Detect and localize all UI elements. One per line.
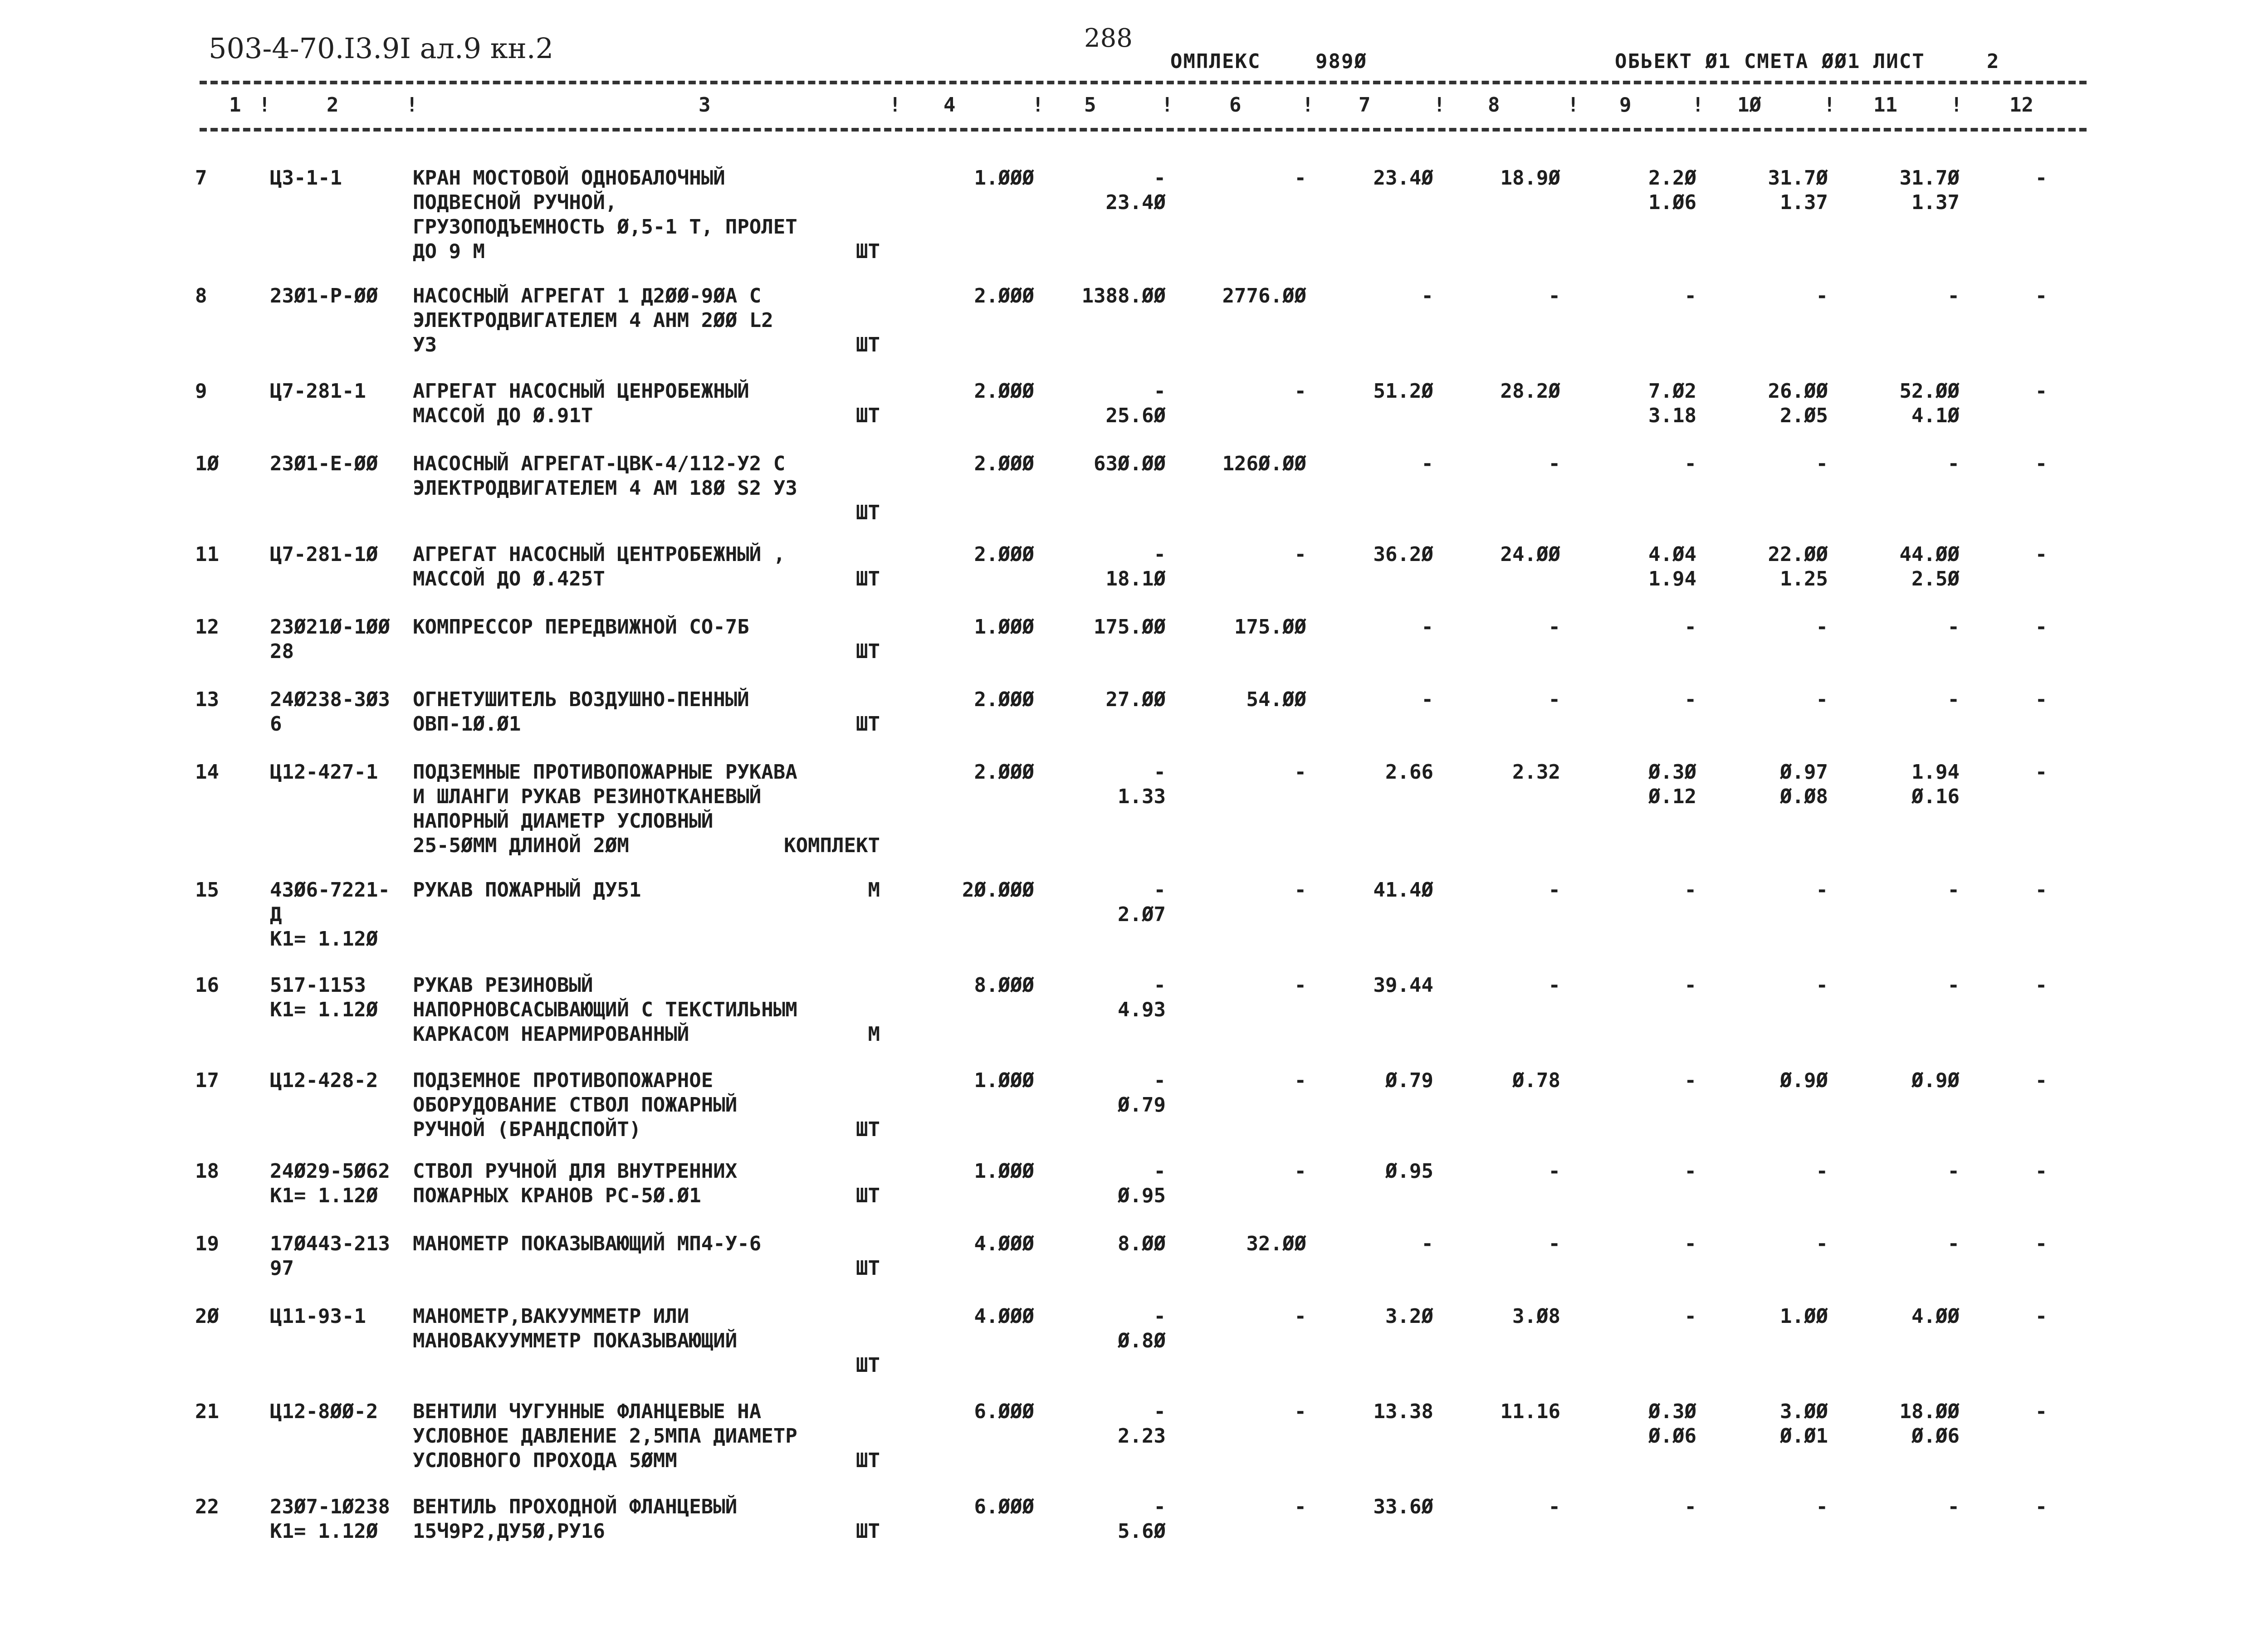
- value-col-9: Ø.Ø6: [1648, 1424, 1696, 1448]
- value-col-12: -: [2035, 761, 2048, 784]
- item-name: ПОДВЕСНОЙ РУЧНОЙ,: [413, 191, 617, 214]
- value-col-11: -: [1947, 284, 1960, 307]
- column-separator: !: [1433, 93, 1446, 117]
- row-number: 7: [195, 166, 207, 190]
- value-col-6: 54.ØØ: [1246, 688, 1306, 711]
- value-col-8: 3.Ø8: [1512, 1305, 1560, 1328]
- column-header-8: 8: [1488, 93, 1500, 117]
- item-name: МАНОМЕТР ПОКАЗЫВАЮЩИЙ МП4-У-6: [413, 1232, 762, 1255]
- value-col-9: -: [1684, 688, 1696, 711]
- value-col-4: 2.ØØØ: [974, 284, 1034, 307]
- value-col-7: 33.6Ø: [1373, 1495, 1433, 1518]
- value-col-4: 1.ØØØ: [974, 1160, 1034, 1183]
- value-col-7: 13.38: [1373, 1400, 1433, 1423]
- column-separator: !: [1302, 93, 1314, 117]
- value-col-12: -: [2035, 380, 2048, 403]
- value-col-10: 22.ØØ: [1768, 543, 1828, 566]
- value-col-10: 2.Ø5: [1780, 404, 1828, 427]
- value-col-4: 2.ØØØ: [974, 380, 1034, 403]
- value-col-10: -: [1816, 1160, 1828, 1183]
- price-code: Ц7-281-1Ø: [270, 543, 378, 566]
- item-name: ОВП-1Ø.Ø1: [413, 712, 521, 736]
- page-number: 288: [1084, 24, 1133, 53]
- row-number: 2Ø: [195, 1305, 219, 1328]
- value-col-4: 6.ØØØ: [974, 1400, 1034, 1423]
- row-number: 17: [195, 1069, 219, 1092]
- value-col-5: -: [1154, 166, 1166, 190]
- value-col-12: -: [2035, 543, 2048, 566]
- row-number: 9: [195, 380, 207, 403]
- item-name: УСЛОВНОЕ ДАВЛЕНИЕ 2,5МПА ДИАМЕТР: [413, 1424, 797, 1448]
- value-col-11: 4.ØØ: [1911, 1305, 1960, 1328]
- value-col-10: -: [1816, 688, 1828, 711]
- value-col-9: -: [1684, 974, 1696, 997]
- value-col-7: 51.2Ø: [1373, 380, 1433, 403]
- value-col-7: 3.2Ø: [1385, 1305, 1433, 1328]
- row-number: 13: [195, 688, 219, 711]
- document-code: 503-4-70.I3.9I ал.9 кн.2: [209, 32, 554, 65]
- row-number: 19: [195, 1232, 219, 1255]
- item-name: ПОДЗЕМНОЕ ПРОТИВОПОЖАРНОЕ: [413, 1069, 714, 1092]
- row-number: 8: [195, 284, 207, 307]
- price-code: К1= 1.12Ø: [270, 1184, 378, 1207]
- value-col-4: 2.ØØØ: [974, 761, 1034, 784]
- item-name: НАПОРНЫЙ ДИАМЕТР УСЛОВНЫЙ: [413, 810, 714, 833]
- unit-of-measure: М: [868, 878, 880, 902]
- value-col-6: -: [1294, 974, 1306, 997]
- value-col-12: -: [2035, 974, 2048, 997]
- value-col-4: 4.ØØØ: [974, 1232, 1034, 1255]
- value-col-9: 4.Ø4: [1648, 543, 1696, 566]
- value-col-9: -: [1684, 1069, 1696, 1092]
- value-col-6: -: [1294, 878, 1306, 902]
- value-col-7: -: [1421, 688, 1433, 711]
- value-col-11: 44.ØØ: [1899, 543, 1960, 566]
- value-col-8: 24.ØØ: [1500, 543, 1560, 566]
- value-col-5: -: [1154, 380, 1166, 403]
- value-col-6: -: [1294, 1305, 1306, 1328]
- value-col-4: 2Ø.ØØØ: [962, 878, 1034, 902]
- value-col-4: 1.ØØØ: [974, 615, 1034, 639]
- value-col-12: -: [2035, 1305, 2048, 1328]
- value-col-4: 6.ØØØ: [974, 1495, 1034, 1518]
- value-col-12: -: [2035, 878, 2048, 902]
- value-col-6: -: [1294, 1400, 1306, 1423]
- value-col-10: Ø.Ø8: [1780, 785, 1828, 808]
- column-separator: !: [406, 93, 418, 117]
- value-col-9: Ø.3Ø: [1648, 1400, 1696, 1423]
- item-name: АГРЕГАТ НАСОСНЫЙ ЦЕНТРОБЕЖНЫЙ ,: [413, 543, 786, 566]
- value-col-9: -: [1684, 284, 1696, 307]
- value-col-6: -: [1294, 1495, 1306, 1518]
- value-col-10: -: [1816, 1495, 1828, 1518]
- column-header-10: 1Ø: [1737, 93, 1761, 117]
- value-col-5: -: [1154, 761, 1166, 784]
- value-col-5: 63Ø.ØØ: [1094, 452, 1166, 475]
- unit-of-measure: ШТ: [856, 333, 880, 356]
- item-name: ВЕНТИЛИ ЧУГУННЫЕ ФЛАНЦЕВЫЕ НА: [413, 1400, 762, 1423]
- value-col-10: Ø.9Ø: [1780, 1069, 1828, 1092]
- value-col-11: 31.7Ø: [1899, 166, 1960, 190]
- value-col-9: Ø.3Ø: [1648, 761, 1696, 784]
- unit-of-measure: ШТ: [856, 501, 880, 524]
- item-name: НАСОСНЫЙ АГРЕГАТ-ЦВК-4/112-У2 С: [413, 452, 786, 475]
- value-col-4: 2.ØØØ: [974, 452, 1034, 475]
- unit-of-measure: ШТ: [856, 1520, 880, 1543]
- item-name: КРАН МОСТОВОЙ ОДНОБАЛОЧНЫЙ: [413, 166, 725, 190]
- value-col-4: 2.ØØØ: [974, 543, 1034, 566]
- value-col-6: -: [1294, 761, 1306, 784]
- item-name: КОМПРЕССОР ПЕРЕДВИЖНОЙ СО-7Б: [413, 615, 749, 639]
- value-col-11: 52.ØØ: [1899, 380, 1960, 403]
- item-name: МАССОЙ ДО Ø.91Т: [413, 404, 593, 427]
- value-col-11: -: [1947, 1160, 1960, 1183]
- value-col-9: -: [1684, 1232, 1696, 1255]
- complex-number: 989Ø: [1315, 50, 1367, 73]
- value-col-10: Ø.97: [1780, 761, 1828, 784]
- item-name: КАРКАСОМ НЕАРМИРОВАННЫЙ: [413, 1023, 689, 1046]
- value-col-5: 4.93: [1118, 998, 1166, 1021]
- item-name: ПОЖАРНЫХ КРАНОВ РС-5Ø.Ø1: [413, 1184, 701, 1207]
- price-code: Ц11-93-1: [270, 1305, 366, 1328]
- value-col-11: -: [1947, 615, 1960, 639]
- value-col-10: -: [1816, 284, 1828, 307]
- value-col-8: 11.16: [1500, 1400, 1560, 1423]
- value-col-11: 4.1Ø: [1911, 404, 1960, 427]
- value-col-9: 7.Ø2: [1648, 380, 1696, 403]
- column-header-4: 4: [943, 93, 956, 117]
- unit-of-measure: ШТ: [856, 1449, 880, 1472]
- value-col-6: 126Ø.ØØ: [1222, 452, 1306, 475]
- value-col-8: Ø.78: [1512, 1069, 1560, 1092]
- item-name: ОБОРУДОВАНИЕ СТВОЛ ПОЖАРНЫЙ: [413, 1093, 738, 1117]
- price-code: 6: [270, 712, 282, 736]
- value-col-11: -: [1947, 974, 1960, 997]
- value-col-12: -: [2035, 615, 2048, 639]
- value-col-5: -: [1154, 1305, 1166, 1328]
- value-col-11: -: [1947, 1232, 1960, 1255]
- value-col-11: Ø.16: [1911, 785, 1960, 808]
- price-code: Ц7-281-1: [270, 380, 366, 403]
- item-name: ЭЛЕКТРОДВИГАТЕЛЕМ 4 АМ 18Ø S2 У3: [413, 477, 797, 500]
- value-col-7: 41.4Ø: [1373, 878, 1433, 902]
- value-col-11: 1.94: [1911, 761, 1960, 784]
- value-col-10: 1.ØØ: [1780, 1305, 1828, 1328]
- value-col-8: -: [1548, 284, 1560, 307]
- value-col-12: -: [2035, 1400, 2048, 1423]
- value-col-5: Ø.8Ø: [1118, 1329, 1166, 1352]
- item-name: ДО 9 М: [413, 240, 485, 263]
- value-col-4: 2.ØØØ: [974, 688, 1034, 711]
- price-code: 17Ø443-213: [270, 1232, 390, 1255]
- value-col-9: 1.Ø6: [1648, 191, 1696, 214]
- column-header-9: 9: [1619, 93, 1632, 117]
- value-col-12: -: [2035, 1232, 2048, 1255]
- header-rule-top: [200, 81, 2087, 84]
- item-name: МАНОМЕТР,ВАКУУММЕТР ИЛИ: [413, 1305, 689, 1328]
- price-code: 97: [270, 1257, 294, 1280]
- value-col-7: Ø.95: [1385, 1160, 1433, 1183]
- value-col-6: 175.ØØ: [1234, 615, 1306, 639]
- price-code: 43Ø6-7221-: [270, 878, 390, 902]
- row-number: 21: [195, 1400, 219, 1423]
- column-header-6: 6: [1229, 93, 1242, 117]
- value-col-12: -: [2035, 1069, 2048, 1092]
- column-separator: !: [1567, 93, 1579, 117]
- item-name: ОГНЕТУШИТЕЛЬ ВОЗДУШНО-ПЕННЫЙ: [413, 688, 749, 711]
- price-code: К1= 1.12Ø: [270, 927, 378, 951]
- value-col-12: -: [2035, 1160, 2048, 1183]
- value-col-9: Ø.12: [1648, 785, 1696, 808]
- value-col-8: 2.32: [1512, 761, 1560, 784]
- value-col-7: 23.4Ø: [1373, 166, 1433, 190]
- item-name: 15Ч9Р2,ДУ5Ø,РУ16: [413, 1520, 605, 1543]
- value-col-6: 32.ØØ: [1246, 1232, 1306, 1255]
- column-header-1: 1: [229, 93, 241, 117]
- column-header-7: 7: [1359, 93, 1371, 117]
- price-code: Ц3-1-1: [270, 166, 342, 190]
- price-code: Ц12-427-1: [270, 761, 378, 784]
- value-col-6: 2776.ØØ: [1222, 284, 1306, 307]
- value-col-8: -: [1548, 878, 1560, 902]
- item-name: РУЧНОЙ (БРАНДСПОЙТ): [413, 1118, 641, 1141]
- unit-of-measure: ШТ: [856, 240, 880, 263]
- price-code: Ц12-8ØØ-2: [270, 1400, 378, 1423]
- value-col-7: -: [1421, 284, 1433, 307]
- value-col-10: -: [1816, 452, 1828, 475]
- complex-label: ОМПЛЕКС: [1170, 50, 1261, 73]
- value-col-4: 4.ØØØ: [974, 1305, 1034, 1328]
- item-name: МАНОВАКУУММЕТР ПОКАЗЫВАЮЩИЙ: [413, 1329, 738, 1352]
- value-col-9: 2.2Ø: [1648, 166, 1696, 190]
- item-name: НАПОРНОВСАСЫВАЮЩИЙ С ТЕКСТИЛЬНЫМ: [413, 998, 797, 1021]
- value-col-6: -: [1294, 166, 1306, 190]
- value-col-10: -: [1816, 878, 1828, 902]
- column-header-5: 5: [1084, 93, 1096, 117]
- value-col-7: 2.66: [1385, 761, 1433, 784]
- value-col-6: -: [1294, 1069, 1306, 1092]
- value-col-4: 1.ØØØ: [974, 1069, 1034, 1092]
- value-col-11: 18.ØØ: [1899, 1400, 1960, 1423]
- value-col-5: 1.33: [1118, 785, 1166, 808]
- value-col-6: -: [1294, 1160, 1306, 1183]
- row-number: 15: [195, 878, 219, 902]
- value-col-12: -: [2035, 452, 2048, 475]
- value-col-11: -: [1947, 1495, 1960, 1518]
- price-code: 28: [270, 640, 294, 663]
- value-col-5: -: [1154, 543, 1166, 566]
- column-separator: !: [1692, 93, 1704, 117]
- unit-of-measure: ШТ: [856, 1118, 880, 1141]
- price-code: 23Ø7-1Ø238: [270, 1495, 390, 1518]
- row-number: 18: [195, 1160, 219, 1183]
- price-code: К1= 1.12Ø: [270, 1520, 378, 1543]
- value-col-5: 2.Ø7: [1118, 903, 1166, 926]
- value-col-12: -: [2035, 166, 2048, 190]
- item-name: ВЕНТИЛЬ ПРОХОДНОЙ ФЛАНЦЕВЫЙ: [413, 1495, 738, 1518]
- value-col-9: 3.18: [1648, 404, 1696, 427]
- value-col-5: -: [1154, 1495, 1166, 1518]
- value-col-11: Ø.Ø6: [1911, 1424, 1960, 1448]
- price-code: К1= 1.12Ø: [270, 998, 378, 1021]
- value-col-4: 8.ØØØ: [974, 974, 1034, 997]
- value-col-5: 175.ØØ: [1094, 615, 1166, 639]
- value-col-5: 27.ØØ: [1105, 688, 1166, 711]
- value-col-6: -: [1294, 380, 1306, 403]
- item-name: У3: [413, 333, 437, 356]
- value-col-7: -: [1421, 1232, 1433, 1255]
- column-separator: !: [259, 93, 271, 117]
- value-col-11: -: [1947, 688, 1960, 711]
- value-col-9: -: [1684, 1160, 1696, 1183]
- value-col-5: 5.6Ø: [1118, 1520, 1166, 1543]
- value-col-6: -: [1294, 543, 1306, 566]
- value-col-8: -: [1548, 974, 1560, 997]
- row-number: 12: [195, 615, 219, 639]
- price-code: 24Ø238-3Ø3: [270, 688, 390, 711]
- value-col-10: 26.ØØ: [1768, 380, 1828, 403]
- value-col-5: Ø.79: [1118, 1093, 1166, 1117]
- value-col-8: -: [1548, 688, 1560, 711]
- value-col-8: 18.9Ø: [1500, 166, 1560, 190]
- value-col-8: -: [1548, 452, 1560, 475]
- price-code: 24Ø29-5Ø62: [270, 1160, 390, 1183]
- value-col-5: -: [1154, 878, 1166, 902]
- value-col-11: 2.5Ø: [1911, 567, 1960, 590]
- unit-of-measure: КОМПЛЕКТ: [784, 834, 880, 857]
- unit-of-measure: ШТ: [856, 1257, 880, 1280]
- column-header-3: 3: [699, 93, 711, 117]
- item-name: МАССОЙ ДО Ø.425Т: [413, 567, 605, 590]
- column-separator: !: [1032, 93, 1044, 117]
- price-code: Д: [270, 903, 282, 926]
- value-col-11: -: [1947, 452, 1960, 475]
- unit-of-measure: ШТ: [856, 567, 880, 590]
- unit-of-measure: ШТ: [856, 1354, 880, 1377]
- price-code: 23Ø1-Р-ØØ: [270, 284, 378, 307]
- item-name: И ШЛАНГИ РУКАВ РЕЗИНОТКАНЕВЫЙ: [413, 785, 762, 808]
- item-name: РУКАВ РЕЗИНОВЫЙ: [413, 974, 593, 997]
- value-col-5: Ø.95: [1118, 1184, 1166, 1207]
- price-code: 23Ø21Ø-1ØØ: [270, 615, 390, 639]
- value-col-5: -: [1154, 1400, 1166, 1423]
- value-col-9: -: [1684, 452, 1696, 475]
- value-col-5: 18.1Ø: [1105, 567, 1166, 590]
- value-col-10: Ø.Ø1: [1780, 1424, 1828, 1448]
- item-name: УСЛОВНОГО ПРОХОДА 5ØММ: [413, 1449, 677, 1472]
- row-number: 16: [195, 974, 219, 997]
- value-col-9: -: [1684, 878, 1696, 902]
- value-col-4: 1.ØØØ: [974, 166, 1034, 190]
- header-rule-bottom: [200, 128, 2087, 132]
- value-col-10: -: [1816, 615, 1828, 639]
- item-name: 25-5ØММ ДЛИНОЙ 2ØМ: [413, 834, 629, 857]
- value-col-8: -: [1548, 1495, 1560, 1518]
- value-col-7: 39.44: [1373, 974, 1433, 997]
- value-col-12: -: [2035, 284, 2048, 307]
- value-col-7: Ø.79: [1385, 1069, 1433, 1092]
- value-col-12: -: [2035, 688, 2048, 711]
- value-col-5: -: [1154, 1069, 1166, 1092]
- value-col-8: -: [1548, 615, 1560, 639]
- value-col-7: 36.2Ø: [1373, 543, 1433, 566]
- value-col-8: 28.2Ø: [1500, 380, 1560, 403]
- row-number: 14: [195, 761, 219, 784]
- value-col-8: -: [1548, 1160, 1560, 1183]
- value-col-5: 23.4Ø: [1105, 191, 1166, 214]
- value-col-5: 25.6Ø: [1105, 404, 1166, 427]
- value-col-10: 1.37: [1780, 191, 1828, 214]
- value-col-9: -: [1684, 615, 1696, 639]
- value-col-10: -: [1816, 974, 1828, 997]
- item-name: ЭЛЕКТРОДВИГАТЕЛЕМ 4 АНМ 2ØØ L2: [413, 309, 773, 332]
- value-col-7: -: [1421, 452, 1433, 475]
- price-code: Ц12-428-2: [270, 1069, 378, 1092]
- value-col-8: -: [1548, 1232, 1560, 1255]
- unit-of-measure: М: [868, 1023, 880, 1046]
- item-name: АГРЕГАТ НАСОСНЫЙ ЦЕНРОБЕЖНЫЙ: [413, 380, 749, 403]
- value-col-5: -: [1154, 1160, 1166, 1183]
- value-col-5: 2.23: [1118, 1424, 1166, 1448]
- column-header-11: 11: [1873, 93, 1897, 117]
- item-name: ПОДЗЕМНЫЕ ПРОТИВОПОЖАРНЫЕ РУКАВА: [413, 761, 797, 784]
- row-number: 22: [195, 1495, 219, 1518]
- value-col-5: -: [1154, 974, 1166, 997]
- value-col-5: 8.ØØ: [1118, 1232, 1166, 1255]
- column-separator: !: [1823, 93, 1836, 117]
- value-col-7: -: [1421, 615, 1433, 639]
- price-code: 23Ø1-Е-ØØ: [270, 452, 378, 475]
- value-col-12: -: [2035, 1495, 2048, 1518]
- item-name: ГРУЗОПОДЪЕМНОСТЬ Ø,5-1 Т, ПРОЛЕТ: [413, 215, 797, 239]
- column-separator: !: [889, 93, 901, 117]
- column-header-2: 2: [327, 93, 339, 117]
- unit-of-measure: ШТ: [856, 640, 880, 663]
- row-number: 1Ø: [195, 452, 219, 475]
- value-col-9: -: [1684, 1495, 1696, 1518]
- unit-of-measure: ШТ: [856, 712, 880, 736]
- value-col-10: -: [1816, 1232, 1828, 1255]
- value-col-10: 3.ØØ: [1780, 1400, 1828, 1423]
- value-col-9: 1.94: [1648, 567, 1696, 590]
- item-name: РУКАВ ПОЖАРНЫЙ ДУ51: [413, 878, 641, 902]
- value-col-5: 1388.ØØ: [1081, 284, 1166, 307]
- object-estimate-sheet: ОБЬЕКТ Ø1 СМЕТА ØØ1 ЛИСТ: [1615, 50, 1925, 73]
- item-name: СТВОЛ РУЧНОЙ ДЛЯ ВНУТРЕННИХ: [413, 1160, 738, 1183]
- sheet-number: 2: [1987, 50, 2000, 73]
- column-header-12: 12: [2009, 93, 2033, 117]
- value-col-9: -: [1684, 1305, 1696, 1328]
- item-name: НАСОСНЫЙ АГРЕГАТ 1 Д2ØØ-9ØА С: [413, 284, 762, 307]
- value-col-11: -: [1947, 878, 1960, 902]
- value-col-10: 1.25: [1780, 567, 1828, 590]
- value-col-11: 1.37: [1911, 191, 1960, 214]
- column-separator: !: [1161, 93, 1173, 117]
- unit-of-measure: ШТ: [856, 404, 880, 427]
- value-col-11: Ø.9Ø: [1911, 1069, 1960, 1092]
- row-number: 11: [195, 543, 219, 566]
- value-col-10: 31.7Ø: [1768, 166, 1828, 190]
- column-separator: !: [1950, 93, 1963, 117]
- unit-of-measure: ШТ: [856, 1184, 880, 1207]
- price-code: 517-1153: [270, 974, 366, 997]
